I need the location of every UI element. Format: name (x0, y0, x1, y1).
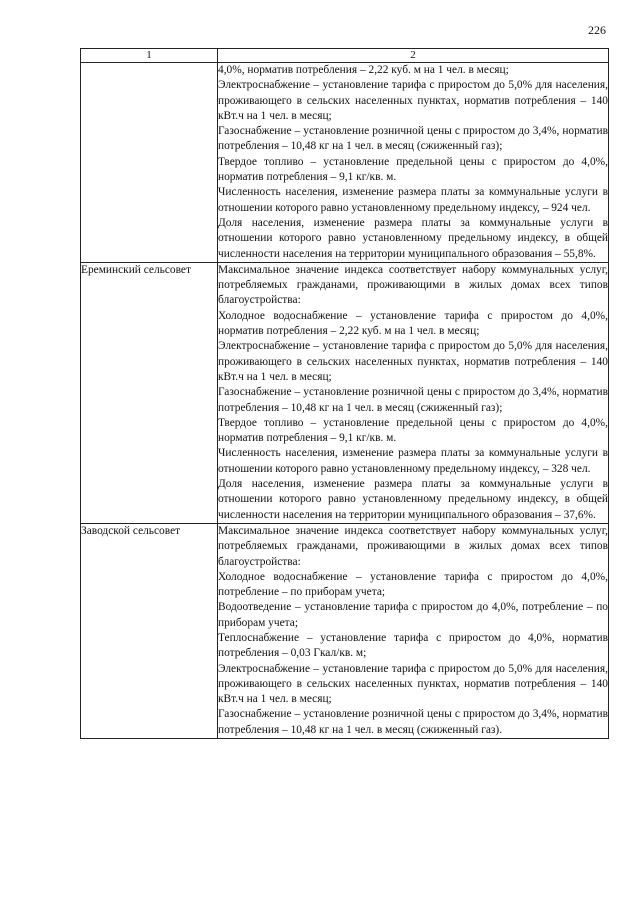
municipality-name-cell: Ереминский сельсовет (81, 262, 218, 523)
paragraph: Газоснабжение – установление розничной цены с приростом до 3,4%, норматив потребления – 10,48 кг на 1 чел. в месяц (сжиженный газ); (218, 386, 608, 414)
description-cell (218, 262, 609, 523)
paragraph: Максимальное значение индекса соответствует набору коммунальных услуг, потребляемых гражданами, проживающими в жилых домах всех типов благоустройства: (218, 524, 608, 568)
paragraph: Твердое топливо – установление предельной цены с приростом до 4,0%, норматив потребления – 9,1 кг/кв. м. (218, 416, 608, 445)
paragraph: Твердое топливо – установление предельной цены с приростом до 4,0%, норматив потребления – 9,1 кг/кв. м. (218, 155, 608, 184)
paragraph: Газоснабжение – установление розничной цены с приростом до 3,4%, норматив потребления – 10,48 кг на 1 чел. в месяц (сжиженный газ); (218, 125, 608, 153)
page-number: 226 (588, 23, 606, 37)
description-cell (218, 63, 609, 263)
paragraph: 4,0%, норматив потребления – 2,22 куб. м на 1 чел. в месяц; (218, 64, 509, 76)
table-row (81, 523, 609, 738)
paragraph: Доля населения, изменение размера платы за коммунальные услуги в отношении которого равно установленному предельному индексу, в общей численности населения на территории муниципального образования – 37,6%. (218, 478, 608, 521)
paragraph: Доля населения, изменение размера платы за коммунальные услуги в отношении которого равно установленному предельному индексу, в общей численности населения на территории муниципального образования – 55,8%. (218, 216, 608, 260)
column-header-1: 1 (81, 49, 218, 63)
municipality-name-cell: Заводской сельсовет (81, 523, 218, 738)
description-cell (218, 523, 609, 738)
column-header-2: 2 (218, 49, 609, 63)
paragraph: Теплоснабжение – установление тарифа с приростом до 4,0%, норматив потребления – 0,03 Гкал/кв. м; (218, 631, 608, 660)
paragraph: Газоснабжение – установление розничной цены с приростом до 3,4%, норматив потребления – 10,48 кг на 1 чел. в месяц (сжиженный газ). (218, 708, 608, 736)
paragraph: Численность населения, изменение размера платы за коммунальные услуги в отношении которого равно установленному предельному индексу, – 924 чел. (218, 186, 608, 214)
paragraph: Максимальное значение индекса соответствует набору коммунальных услуг, потребляемых гражданами, проживающими в жилых домах всех типов благоустройства: (218, 263, 608, 307)
table-header-row (81, 49, 609, 63)
table-row (81, 63, 609, 263)
paragraph: Электроснабжение – установление тарифа с приростом до 5,0% для населения, проживающего в сельских населенных пунктах, норматив потребления – 140 кВт.ч на 1 чел. в месяц; (218, 662, 608, 706)
paragraph: Численность населения, изменение размера платы за коммунальные услуги в отношении которого равно установленному предельному индексу, – 328 чел. (218, 447, 608, 475)
municipality-name-cell (81, 63, 218, 263)
paragraph: Холодное водоснабжение – установление тарифа с приростом до 4,0%, норматив потребления – 2,22 куб. м на 1 чел. в месяц; (218, 309, 608, 338)
paragraph: Водоотведение – установление тарифа с приростом до 4,0%, потребление – по приборам учета; (218, 601, 608, 629)
data-table (80, 48, 609, 739)
paragraph: Холодное водоснабжение – установление тарифа с приростом до 4,0%, потребление – по приборам учета; (218, 570, 608, 599)
paragraph: Электроснабжение – установление тарифа с приростом до 5,0% для населения, проживающего в сельских населенных пунктах, норматив потребления – 140 кВт.ч на 1 чел. в месяц; (218, 340, 608, 383)
table-row (81, 262, 609, 523)
paragraph: Электроснабжение – установление тарифа с приростом до 5,0% для населения, проживающего в сельских населенных пунктах, норматив потребления – 140 кВт.ч на 1 чел. в месяц; (218, 79, 608, 122)
